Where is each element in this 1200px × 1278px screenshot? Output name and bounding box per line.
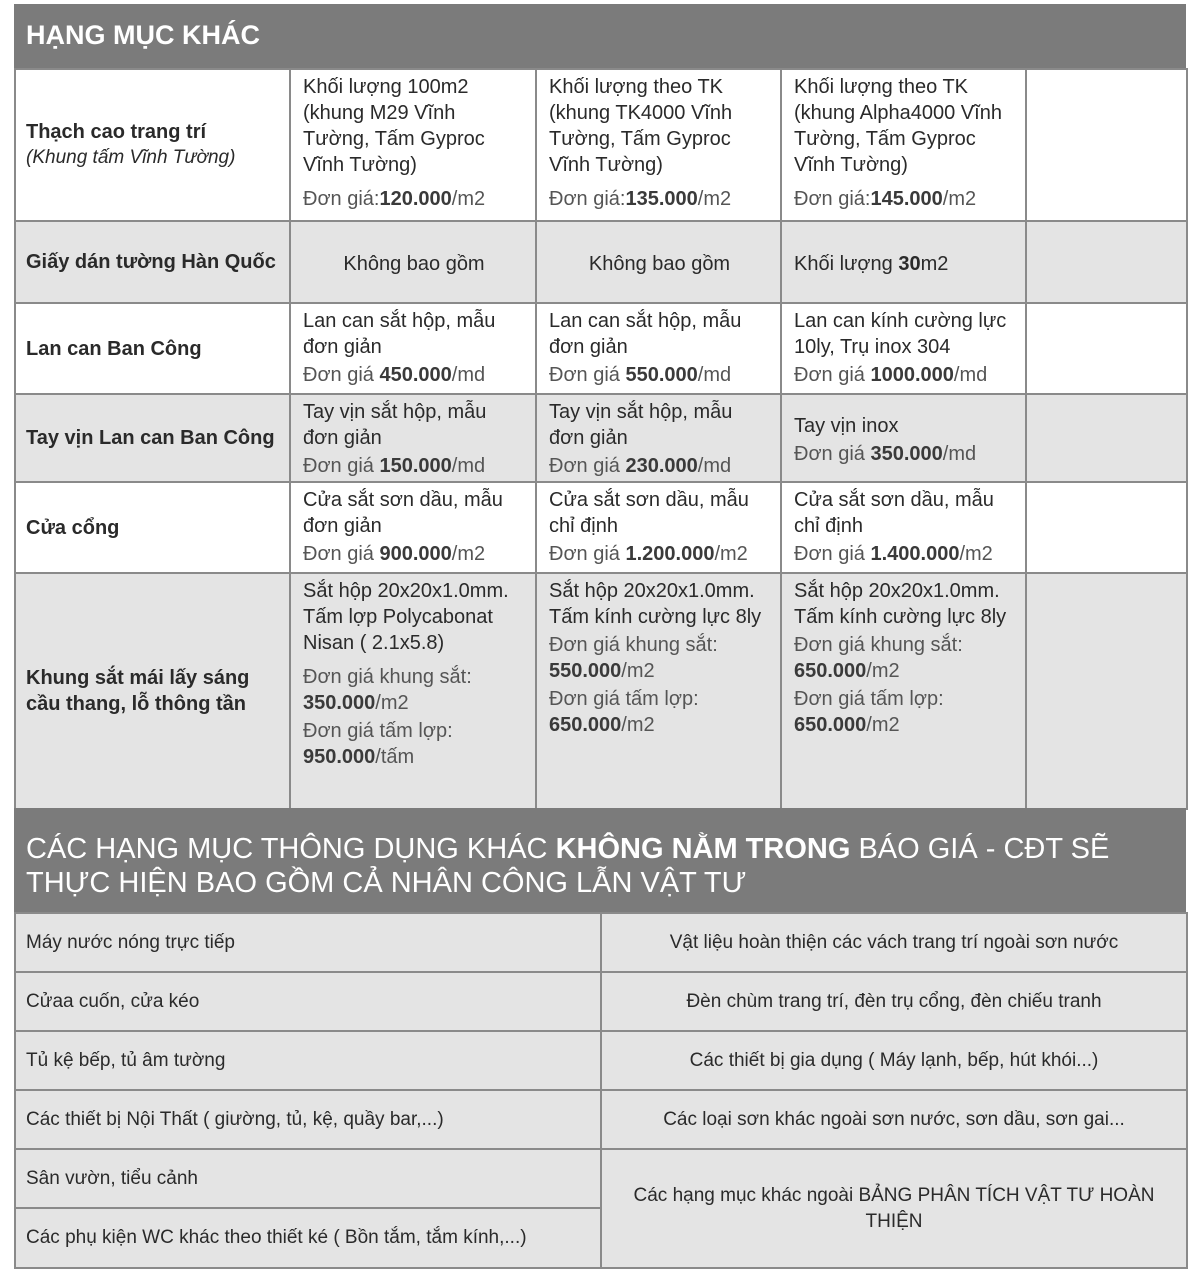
- section-title-text: HẠNG MỤC KHÁC: [26, 20, 260, 50]
- row-label: [15, 69, 290, 221]
- row-label-text: Tay vịn Lan can Ban Công: [26, 427, 275, 449]
- row-label: [15, 221, 290, 303]
- option-cell: [290, 69, 536, 221]
- row-label-text: Khung sắt mái lấy sáng cầu thang, lỗ thông tần: [26, 667, 250, 715]
- option-price: Đơn giá 230.000/md: [549, 455, 732, 477]
- row-label: [15, 573, 290, 809]
- option-cell: [290, 394, 536, 482]
- row-label-text: Thạch cao trang trí: [26, 121, 207, 143]
- option-cell: [536, 303, 781, 394]
- option-cell: [536, 69, 781, 221]
- section-title-other-items: [14, 4, 1186, 68]
- row-label-text: Lan can Ban Công: [26, 337, 202, 360]
- option-cell: [290, 573, 536, 809]
- option-price: Đơn giá 450.000/md: [303, 364, 486, 386]
- row-label: [15, 482, 290, 573]
- row-label: [15, 303, 290, 394]
- row-label-sub: (Khung tấm Vĩnh Tường): [26, 147, 236, 168]
- table-row: [15, 221, 1187, 303]
- option-price: Đơn giá 150.000/md: [303, 455, 486, 477]
- section-title-excluded-items: CÁC HẠNG MỤC THÔNG DỤNG KHÁC KHÔNG NẰM TRONG BÁO GIÁ - CĐT SẼ THỰC HIỆN BAO GỒM CẢ NHÂN CÔNG LẪN VẬT TƯ: [14, 808, 1186, 912]
- table-row: [15, 482, 1187, 573]
- option-desc: Khối lượng theo TK (khung TK4000 Vĩnh Tường, Tấm Gyproc Vĩnh Tường): [549, 76, 733, 176]
- option-cell: [536, 482, 781, 573]
- excluded-item: Tủ kệ bếp, tủ âm tường: [15, 1031, 601, 1090]
- option-cell: [536, 394, 781, 482]
- row-label: [15, 394, 290, 482]
- table-row: [15, 303, 1187, 394]
- empty-cell: [1026, 394, 1187, 482]
- excluded-item: Vật liệu hoàn thiện các vách trang trí ngoài sơn nước: [601, 913, 1187, 972]
- option-price: Đơn giá 900.000/m2: [303, 543, 486, 565]
- option-price: Đơn giá 1000.000/md: [794, 364, 988, 386]
- empty-cell: [1026, 573, 1187, 809]
- table-row: [15, 1031, 1187, 1090]
- table-row: [15, 573, 1187, 809]
- table-row: [15, 69, 1187, 221]
- option-desc: Khối lượng theo TK (khung Alpha4000 Vĩnh Tường, Tấm Gyproc Vĩnh Tường): [794, 76, 1002, 176]
- option-desc: Lan can sắt hộp, mẫu đơn giản: [549, 310, 742, 358]
- option-cell: [290, 303, 536, 394]
- option-cell: [290, 482, 536, 573]
- option-price: Đơn giá 550.000/md: [549, 364, 732, 386]
- option-cell: Khối lượng 30m2: [781, 221, 1026, 303]
- option-desc: Lan can kính cường lực 10ly, Trụ inox 304: [794, 310, 1007, 358]
- option-desc: Sắt hộp 20x20x1.0mm. Tấm kính cường lực 8ly: [794, 580, 1007, 628]
- option-desc: Cửa sắt sơn dầu, mẫu đơn giản: [303, 489, 503, 537]
- excluded-item: Đèn chùm trang trí, đèn trụ cổng, đèn chiếu tranh: [601, 972, 1187, 1031]
- table-row: [15, 913, 1187, 972]
- option-price: Đơn giá 1.400.000/m2: [794, 543, 993, 565]
- option-desc: Cửa sắt sơn dầu, mẫu chỉ định: [794, 489, 994, 537]
- option-desc: Tay vịn sắt hộp, mẫu đơn giản: [303, 401, 487, 449]
- option-cell: [781, 303, 1026, 394]
- price-roof: Đơn giá tấm lợp: 650.000/m2: [794, 688, 944, 736]
- excluded-item: Các thiết bị Nội Thất ( giường, tủ, kệ, quầy bar,...): [15, 1090, 601, 1149]
- excluded-item: Các hạng mục khác ngoài BẢNG PHÂN TÍCH VẬT TƯ HOÀN THIỆN: [601, 1149, 1187, 1268]
- option-desc: Cửa sắt sơn dầu, mẫu chỉ định: [549, 489, 749, 537]
- excluded-item: Các loại sơn khác ngoài sơn nước, sơn dầu, sơn gai...: [601, 1090, 1187, 1149]
- excluded-items-table: [14, 912, 1188, 1269]
- table-row: [15, 394, 1187, 482]
- option-desc: Khối lượng 100m2 (khung M29 Vĩnh Tường, Tấm Gyproc Vĩnh Tường): [303, 76, 485, 176]
- option-price: Đơn giá:135.000/m2: [549, 188, 732, 210]
- row-label-text: Cửa cổng: [26, 516, 120, 539]
- option-cell: [781, 394, 1026, 482]
- other-items-table: [14, 68, 1188, 810]
- row-label-text: Giấy dán tường Hàn Quốc: [26, 251, 276, 273]
- option-price: Đơn giá:145.000/m2: [794, 188, 977, 210]
- price-frame: Đơn giá khung sắt: 650.000/m2: [794, 634, 963, 682]
- option-cell: [781, 573, 1026, 809]
- price-frame: Đơn giá khung sắt: 350.000/m2: [303, 666, 472, 714]
- excluded-item: Sân vườn, tiểu cảnh: [15, 1149, 601, 1208]
- price-roof: Đơn giá tấm lợp: 650.000/m2: [549, 688, 699, 736]
- option-desc: Lan can sắt hộp, mẫu đơn giản: [303, 310, 496, 358]
- option-cell: [781, 69, 1026, 221]
- option-price: Đơn giá 350.000/md: [794, 443, 977, 465]
- option-cell: Không bao gồm: [536, 221, 781, 303]
- excluded-item: Các thiết bị gia dụng ( Máy lạnh, bếp, hút khói...): [601, 1031, 1187, 1090]
- empty-cell: [1026, 303, 1187, 394]
- option-desc: Sắt hộp 20x20x1.0mm. Tấm kính cường lực 8ly: [549, 580, 762, 628]
- price-frame: Đơn giá khung sắt: 550.000/m2: [549, 634, 718, 682]
- option-cell: Không bao gồm: [290, 221, 536, 303]
- excluded-item: Máy nước nóng trực tiếp: [15, 913, 601, 972]
- option-price: Đơn giá 1.200.000/m2: [549, 543, 748, 565]
- option-cell: [536, 573, 781, 809]
- excluded-item: Cửaa cuốn, cửa kéo: [15, 972, 601, 1031]
- option-desc: Tay vịn sắt hộp, mẫu đơn giản: [549, 401, 733, 449]
- empty-cell: [1026, 482, 1187, 573]
- option-price: Đơn giá:120.000/m2: [303, 188, 486, 210]
- empty-cell: [1026, 69, 1187, 221]
- table-row: [15, 972, 1187, 1031]
- table-row: [15, 1090, 1187, 1149]
- empty-cell: [1026, 221, 1187, 303]
- table-row: [15, 1149, 1187, 1208]
- option-desc: Sắt hộp 20x20x1.0mm. Tấm lợp Polycabonat Nisan ( 2.1x5.8): [303, 580, 509, 654]
- excluded-item: Các phụ kiện WC khác theo thiết ké ( Bồn tắm, tắm kính,...): [15, 1208, 601, 1268]
- price-roof: Đơn giá tấm lợp: 950.000/tấm: [303, 720, 453, 768]
- option-desc: Tay vịn inox: [794, 415, 899, 437]
- option-cell: [781, 482, 1026, 573]
